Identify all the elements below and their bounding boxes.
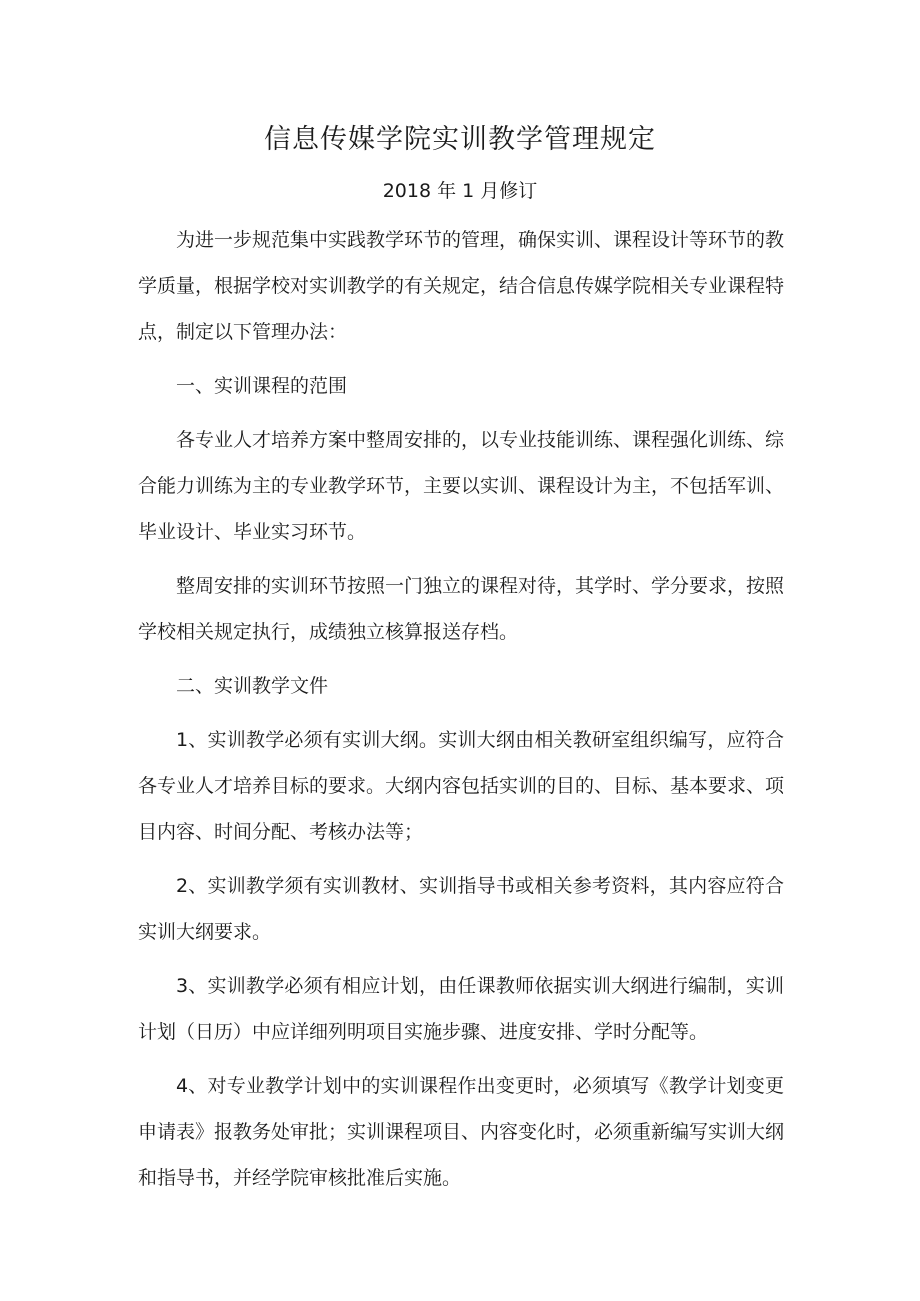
item-1-syllabus: 1、实训教学必须有实训大纲。实训大纲由相关教研室组织编写，应符合各专业人才培养目标的要求。大纲内容包括实训的目的、目标、基本要求、项目内容、时间分配、考核办法等； xyxy=(138,729,785,843)
credit-paragraph: 整周安排的实训环节按照一门独立的课程对待，其学时、学分要求，按照学校相关规定执行，成绩独立核算报送存档。 xyxy=(138,575,785,643)
document-title: 信息传媒学院实训教学管理规定 xyxy=(264,124,656,155)
intro-paragraph: 为进一步规范集中实践教学环节的管理，确保实训、课程设计等环节的教学质量，根据学校对实训教学的有关规定，结合信息传媒学院相关专业课程特点，制定以下管理办法： xyxy=(138,229,785,343)
document-body xyxy=(138,217,784,1201)
item-4-changes: 4、对专业教学计划中的实训课程作出变更时，必须填写《教学计划变更申请表》报教务处审批；实训课程项目、内容变化时，必须重新编写实训大纲和指导书，并经学院审核批准后实施。 xyxy=(138,1075,785,1189)
item-2-materials: 2、实训教学须有实训教材、实训指导书或相关参考资料，其内容应符合实训大纲要求。 xyxy=(138,875,784,943)
revision-date: 2018 年 1 月修订 xyxy=(382,180,538,202)
scope-paragraph: 各专业人才培养方案中整周安排的，以专业技能训练、课程强化训练、综合能力训练为主的专业教学环节，主要以实训、课程设计为主，不包括军训、毕业设计、毕业实习环节。 xyxy=(138,429,785,543)
item-3-plan: 3、实训教学必须有相应计划，由任课教师依据实训大纲进行编制，实训计划（日历）中应详细列明项目实施步骤、进度安排、学时分配等。 xyxy=(138,975,784,1043)
section-heading-documents: 二、实训教学文件 xyxy=(176,675,329,697)
section-heading-scope: 一、实训课程的范围 xyxy=(176,375,348,397)
